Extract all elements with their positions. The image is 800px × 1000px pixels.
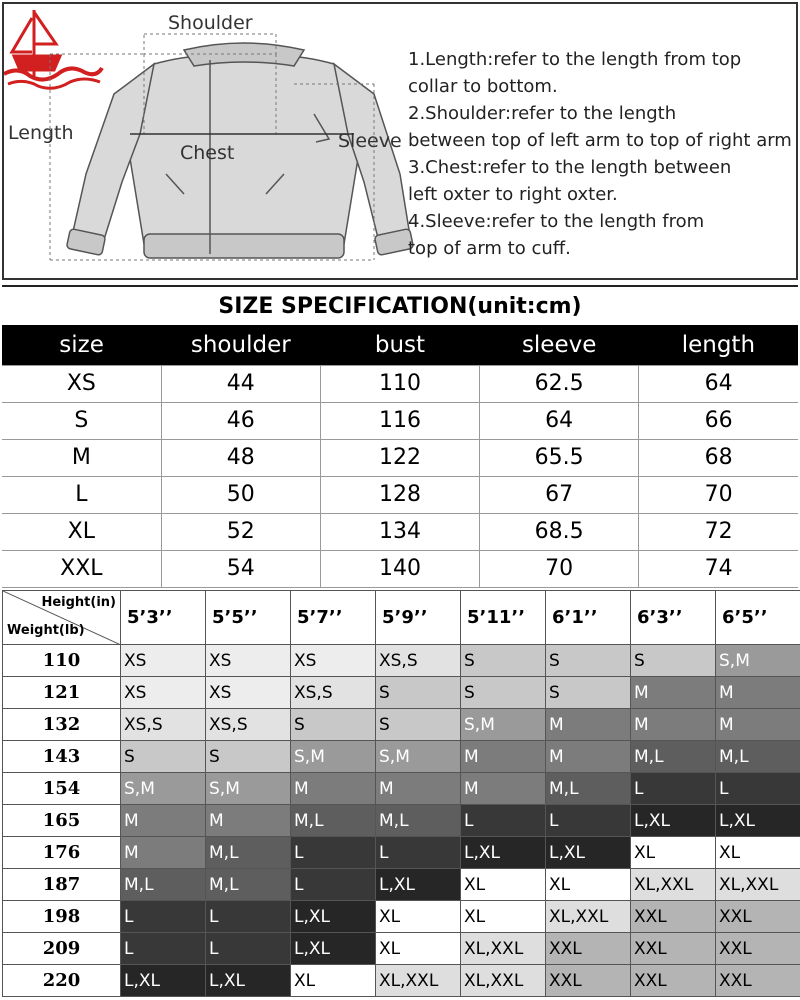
size-recommendation-cell: XS — [291, 645, 376, 677]
spec-header-bust: bust — [320, 325, 479, 365]
spec-cell: XL — [2, 513, 161, 550]
size-recommendation-cell: L,XL — [206, 965, 291, 997]
spec-header-sleeve: sleeve — [480, 325, 639, 365]
height-header: 6’3’’ — [631, 591, 716, 645]
weight-row — [3, 901, 800, 933]
weight-label: 154 — [3, 773, 121, 805]
size-recommendation-cell: M,L — [206, 869, 291, 901]
size-recommendation-cell: L,XL — [461, 837, 546, 869]
height-header-row — [3, 591, 800, 645]
spec-header-size: size — [2, 325, 161, 365]
spec-cell: 70 — [639, 476, 798, 513]
instruction-line: 3.Chest:refer to the length between — [408, 157, 732, 178]
spec-cell: 54 — [161, 550, 320, 587]
size-recommendation-cell: L,XL — [291, 933, 376, 965]
size-recommendation-cell: XL,XXL — [461, 933, 546, 965]
size-recommendation-cell: S — [631, 645, 716, 677]
size-recommendation-cell: L — [206, 901, 291, 933]
spec-row — [2, 550, 798, 587]
weight-label: 187 — [3, 869, 121, 901]
size-recommendation-cell: XS,S — [121, 709, 206, 741]
spec-cell: 116 — [320, 402, 479, 439]
size-recommendation-cell: M — [121, 837, 206, 869]
spec-cell: 50 — [161, 476, 320, 513]
weight-label: 165 — [3, 805, 121, 837]
weight-row — [3, 933, 800, 965]
size-recommendation-cell: L — [461, 805, 546, 837]
size-recommendation-cell: M — [376, 773, 461, 805]
size-recommendation-cell: M — [121, 805, 206, 837]
corner-cell — [3, 591, 121, 645]
spec-header-length: length — [639, 325, 798, 365]
size-recommendation-cell: XS — [206, 677, 291, 709]
size-recommendation-cell: L,XL — [291, 901, 376, 933]
size-recommendation-cell: L — [291, 869, 376, 901]
size-recommendation-cell: XS,S — [206, 709, 291, 741]
size-recommendation-cell: S — [461, 677, 546, 709]
weight-label: 198 — [3, 901, 121, 933]
size-recommendation-cell: L — [206, 933, 291, 965]
instruction-line: collar to bottom. — [408, 76, 558, 97]
weight-label: 132 — [3, 709, 121, 741]
weight-row — [3, 805, 800, 837]
size-recommendation-cell: XXL — [631, 933, 716, 965]
size-recommendation-cell: XS,S — [376, 645, 461, 677]
spec-row — [2, 439, 798, 476]
instruction-line: between top of left arm to top of right arm — [408, 130, 792, 151]
measurement-instructions — [408, 46, 798, 262]
size-recommendation-cell: XS,S — [291, 677, 376, 709]
shoulder-label: Shoulder — [168, 12, 253, 34]
sleeve-label: Sleeve — [338, 130, 402, 152]
size-recommendation-cell: XL — [461, 869, 546, 901]
weight-label: 121 — [3, 677, 121, 709]
size-recommendation-cell: XXL — [631, 965, 716, 997]
weight-row — [3, 677, 800, 709]
weight-row — [3, 869, 800, 901]
height-header: 5’11’’ — [461, 591, 546, 645]
size-recommendation-cell: L — [716, 773, 800, 805]
size-recommendation-cell: M,L — [716, 741, 800, 773]
weight-row — [3, 773, 800, 805]
size-recommendation-cell: L,XL — [546, 837, 631, 869]
spec-row — [2, 402, 798, 439]
size-recommendation-cell: XXL — [716, 965, 800, 997]
size-recommendation-cell: XXL — [546, 933, 631, 965]
weight-row — [3, 965, 800, 997]
size-recommendation-cell: M,L — [291, 805, 376, 837]
size-recommendation-cell: XS — [206, 645, 291, 677]
size-recommendation-cell: S — [121, 741, 206, 773]
size-recommendation-cell: L,XL — [121, 965, 206, 997]
size-recommendation-cell: XXL — [716, 933, 800, 965]
height-weight-body — [3, 645, 800, 997]
instruction-line: 4.Sleeve:refer to the length from — [408, 211, 705, 232]
spec-header-row — [2, 325, 798, 365]
spec-cell: 72 — [639, 513, 798, 550]
size-recommendation-cell: M,L — [376, 805, 461, 837]
instruction-line: 1.Length:refer to the length from top — [408, 49, 742, 70]
size-recommendation-cell: M,L — [206, 837, 291, 869]
size-recommendation-cell: L,XL — [631, 805, 716, 837]
weight-label: 209 — [3, 933, 121, 965]
size-recommendation-cell: M — [546, 741, 631, 773]
size-recommendation-cell: S — [376, 709, 461, 741]
size-recommendation-cell: S,M — [461, 709, 546, 741]
spec-cell: M — [2, 439, 161, 476]
spec-cell: 68.5 — [480, 513, 639, 550]
size-recommendation-cell: S — [461, 645, 546, 677]
spec-cell: 70 — [480, 550, 639, 587]
instruction-line: 2.Shoulder:refer to the length — [408, 103, 677, 124]
spec-cell: 46 — [161, 402, 320, 439]
weight-row — [3, 645, 800, 677]
height-weight-chart — [2, 590, 800, 1000]
spec-cell: 48 — [161, 439, 320, 476]
size-recommendation-cell: S — [291, 709, 376, 741]
size-recommendation-cell: S,M — [121, 773, 206, 805]
chest-label: Chest — [180, 142, 235, 164]
spec-cell: 66 — [639, 402, 798, 439]
size-recommendation-cell: M — [461, 773, 546, 805]
size-recommendation-cell: S,M — [716, 645, 800, 677]
size-recommendation-cell: M — [206, 805, 291, 837]
instruction-line: left oxter to right oxter. — [408, 184, 618, 205]
spec-cell: 44 — [161, 365, 320, 402]
size-recommendation-cell: L — [121, 901, 206, 933]
size-recommendation-cell: M — [291, 773, 376, 805]
size-recommendation-cell: XL — [631, 837, 716, 869]
spec-cell: S — [2, 402, 161, 439]
spec-cell: XXL — [2, 550, 161, 587]
instruction-line: top of arm to cuff. — [408, 238, 571, 259]
size-recommendation-cell: S — [546, 677, 631, 709]
spec-cell: 64 — [639, 365, 798, 402]
size-recommendation-cell: L,XL — [376, 869, 461, 901]
size-recommendation-cell: XL — [376, 933, 461, 965]
size-recommendation-cell: S,M — [376, 741, 461, 773]
spec-cell: 62.5 — [480, 365, 639, 402]
size-recommendation-cell: M — [631, 709, 716, 741]
spec-cell: 64 — [480, 402, 639, 439]
height-header: 5’5’’ — [206, 591, 291, 645]
spec-cell: 110 — [320, 365, 479, 402]
size-recommendation-cell: XL — [461, 901, 546, 933]
spec-cell: 128 — [320, 476, 479, 513]
height-header: 6’5’’ — [716, 591, 800, 645]
size-recommendation-cell: L — [631, 773, 716, 805]
spec-cell: 134 — [320, 513, 479, 550]
height-header: 5’7’’ — [291, 591, 376, 645]
size-recommendation-cell: XL — [546, 869, 631, 901]
size-recommendation-cell: XL,XXL — [631, 869, 716, 901]
size-recommendation-cell: M,L — [546, 773, 631, 805]
spec-title: SIZE SPECIFICATION(unit:cm) — [2, 285, 798, 325]
size-recommendation-cell: XXL — [631, 901, 716, 933]
measurement-diagram — [2, 2, 798, 280]
spec-cell: 67 — [480, 476, 639, 513]
size-recommendation-cell: XL,XXL — [376, 965, 461, 997]
size-recommendation-cell: XL,XXL — [546, 901, 631, 933]
size-recommendation-cell: S — [206, 741, 291, 773]
size-recommendation-cell: XL — [291, 965, 376, 997]
weight-label: 110 — [3, 645, 121, 677]
height-header: 6’1’’ — [546, 591, 631, 645]
size-recommendation-cell: M — [546, 709, 631, 741]
weight-row — [3, 709, 800, 741]
size-recommendation-cell: XXL — [716, 901, 800, 933]
size-recommendation-cell: XS — [121, 677, 206, 709]
size-recommendation-cell: L — [291, 837, 376, 869]
size-recommendation-cell: XL,XXL — [716, 869, 800, 901]
size-recommendation-cell: L — [376, 837, 461, 869]
spec-row — [2, 513, 798, 550]
spec-cell: 65.5 — [480, 439, 639, 476]
spec-cell: 74 — [639, 550, 798, 587]
size-recommendation-cell: XS — [121, 645, 206, 677]
size-recommendation-cell: S — [376, 677, 461, 709]
spec-row — [2, 365, 798, 402]
weight-label: 176 — [3, 837, 121, 869]
length-label: Length — [8, 122, 74, 144]
height-axis-label: Height(in) — [41, 595, 116, 610]
size-recommendation-cell: M — [631, 677, 716, 709]
size-recommendation-cell: XL — [716, 837, 800, 869]
size-recommendation-cell: L,XL — [716, 805, 800, 837]
size-recommendation-cell: M,L — [121, 869, 206, 901]
height-header: 5’3’’ — [121, 591, 206, 645]
weight-row — [3, 837, 800, 869]
spec-cell: 140 — [320, 550, 479, 587]
spec-cell: XS — [2, 365, 161, 402]
spec-cell: L — [2, 476, 161, 513]
weight-axis-label: Weight(lb) — [7, 623, 85, 638]
weight-row — [3, 741, 800, 773]
height-weight-table — [2, 590, 800, 997]
size-recommendation-cell: L — [546, 805, 631, 837]
size-recommendation-cell: L — [121, 933, 206, 965]
size-recommendation-cell: M — [461, 741, 546, 773]
size-recommendation-cell: XXL — [546, 965, 631, 997]
size-recommendation-cell: S — [546, 645, 631, 677]
size-recommendation-cell: S,M — [206, 773, 291, 805]
spec-cell: 52 — [161, 513, 320, 550]
size-recommendation-cell: S,M — [291, 741, 376, 773]
weight-label: 143 — [3, 741, 121, 773]
size-recommendation-cell: XL — [376, 901, 461, 933]
size-recommendation-cell: M — [716, 677, 800, 709]
spec-table — [2, 325, 798, 588]
spec-cell: 68 — [639, 439, 798, 476]
spec-row — [2, 476, 798, 513]
size-recommendation-cell: M — [716, 709, 800, 741]
height-header: 5’9’’ — [376, 591, 461, 645]
spec-cell: 122 — [320, 439, 479, 476]
size-recommendation-cell: XL,XXL — [461, 965, 546, 997]
weight-label: 220 — [3, 965, 121, 997]
size-recommendation-cell: M,L — [631, 741, 716, 773]
size-specification — [2, 285, 798, 585]
spec-table-body — [2, 365, 798, 587]
spec-header-shoulder: shoulder — [161, 325, 320, 365]
